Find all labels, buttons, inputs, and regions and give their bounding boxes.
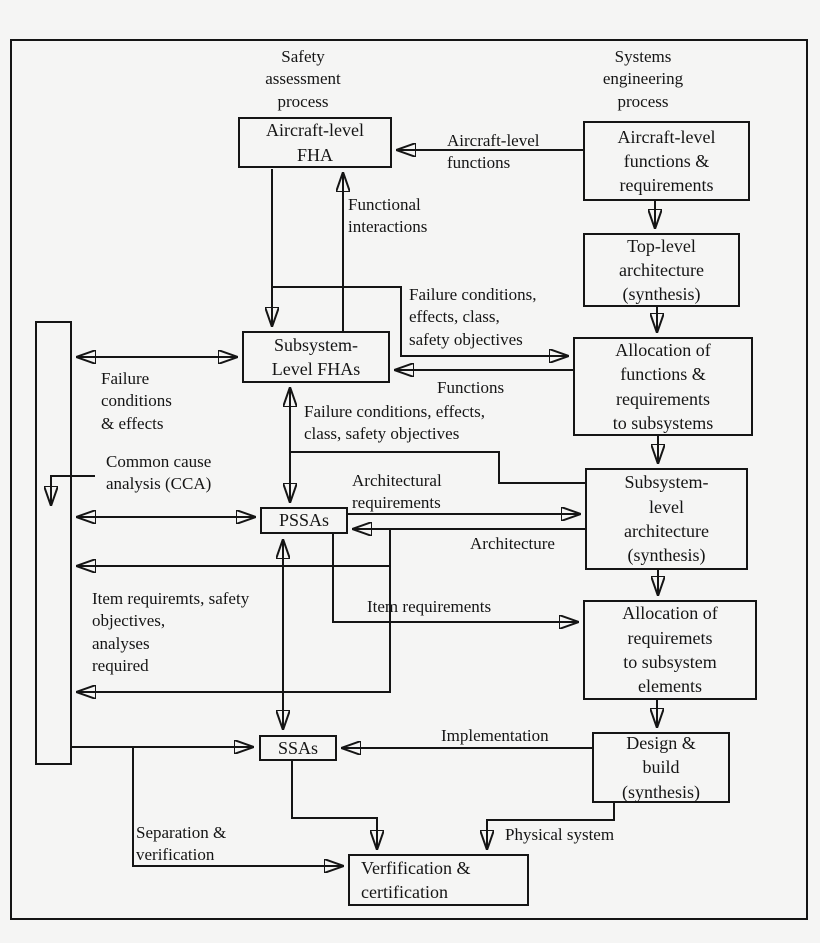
label-item-requirements: Item requirements [367, 597, 492, 616]
box-design-and-build: Design & build (synthesis) [592, 732, 730, 803]
label-functional-interactions: Functional interactions [348, 195, 428, 237]
label-failure-conditions-effects: Failure conditions & effects [101, 369, 172, 433]
label-separation-verification: Separation & verification [136, 823, 227, 865]
cca-column [35, 321, 72, 765]
label-item-requirements-safety: Item requiremts, safety objectives, analyses required [92, 589, 250, 675]
box-verification-certification: Verfification & certification [348, 854, 529, 906]
box-subsystem-level-architecture: Subsystem- level architecture (synthesis) [585, 468, 748, 570]
label-common-cause-analysis: Common cause analysis (CCA) [106, 452, 212, 494]
box-top-level-architecture: Top-level architecture (synthesis) [583, 233, 740, 307]
label-architectural-requirements: Architectural requirements [352, 471, 442, 513]
box-subsystem-level-fhas: Subsystem- Level FHAs [242, 331, 390, 383]
box-allocation-functions-to-subsystems: Allocation of functions & requirements to subsystems [573, 337, 753, 436]
label-physical-system: Physical system [505, 825, 615, 844]
box-allocation-requirements-to-elements: Allocation of requiremets to subsystem elements [583, 600, 757, 700]
header-systems-engineering-process: Systems engineering process [602, 47, 684, 111]
label-failure-conditions-lower: Failure conditions, effects, class, safety objectives [304, 402, 485, 444]
box-ssas: SSAs [259, 735, 337, 761]
header-safety-assessment-process: Safety assessment process [265, 47, 341, 111]
box-pssas: PSSAs [260, 507, 348, 534]
label-aircraft-level-functions: Aircraft-level functions [447, 131, 540, 173]
label-architecture: Architecture [470, 534, 555, 553]
label-implementation: Implementation [441, 726, 549, 745]
box-aircraft-level-functions-requirements: Aircraft-level functions & requirements [583, 121, 750, 201]
label-functions: Functions [437, 378, 505, 397]
label-failure-conditions-upper: Failure conditions, effects, class, safety objectives [409, 285, 537, 349]
box-aircraft-level-fha: Aircraft-level FHA [238, 117, 392, 168]
